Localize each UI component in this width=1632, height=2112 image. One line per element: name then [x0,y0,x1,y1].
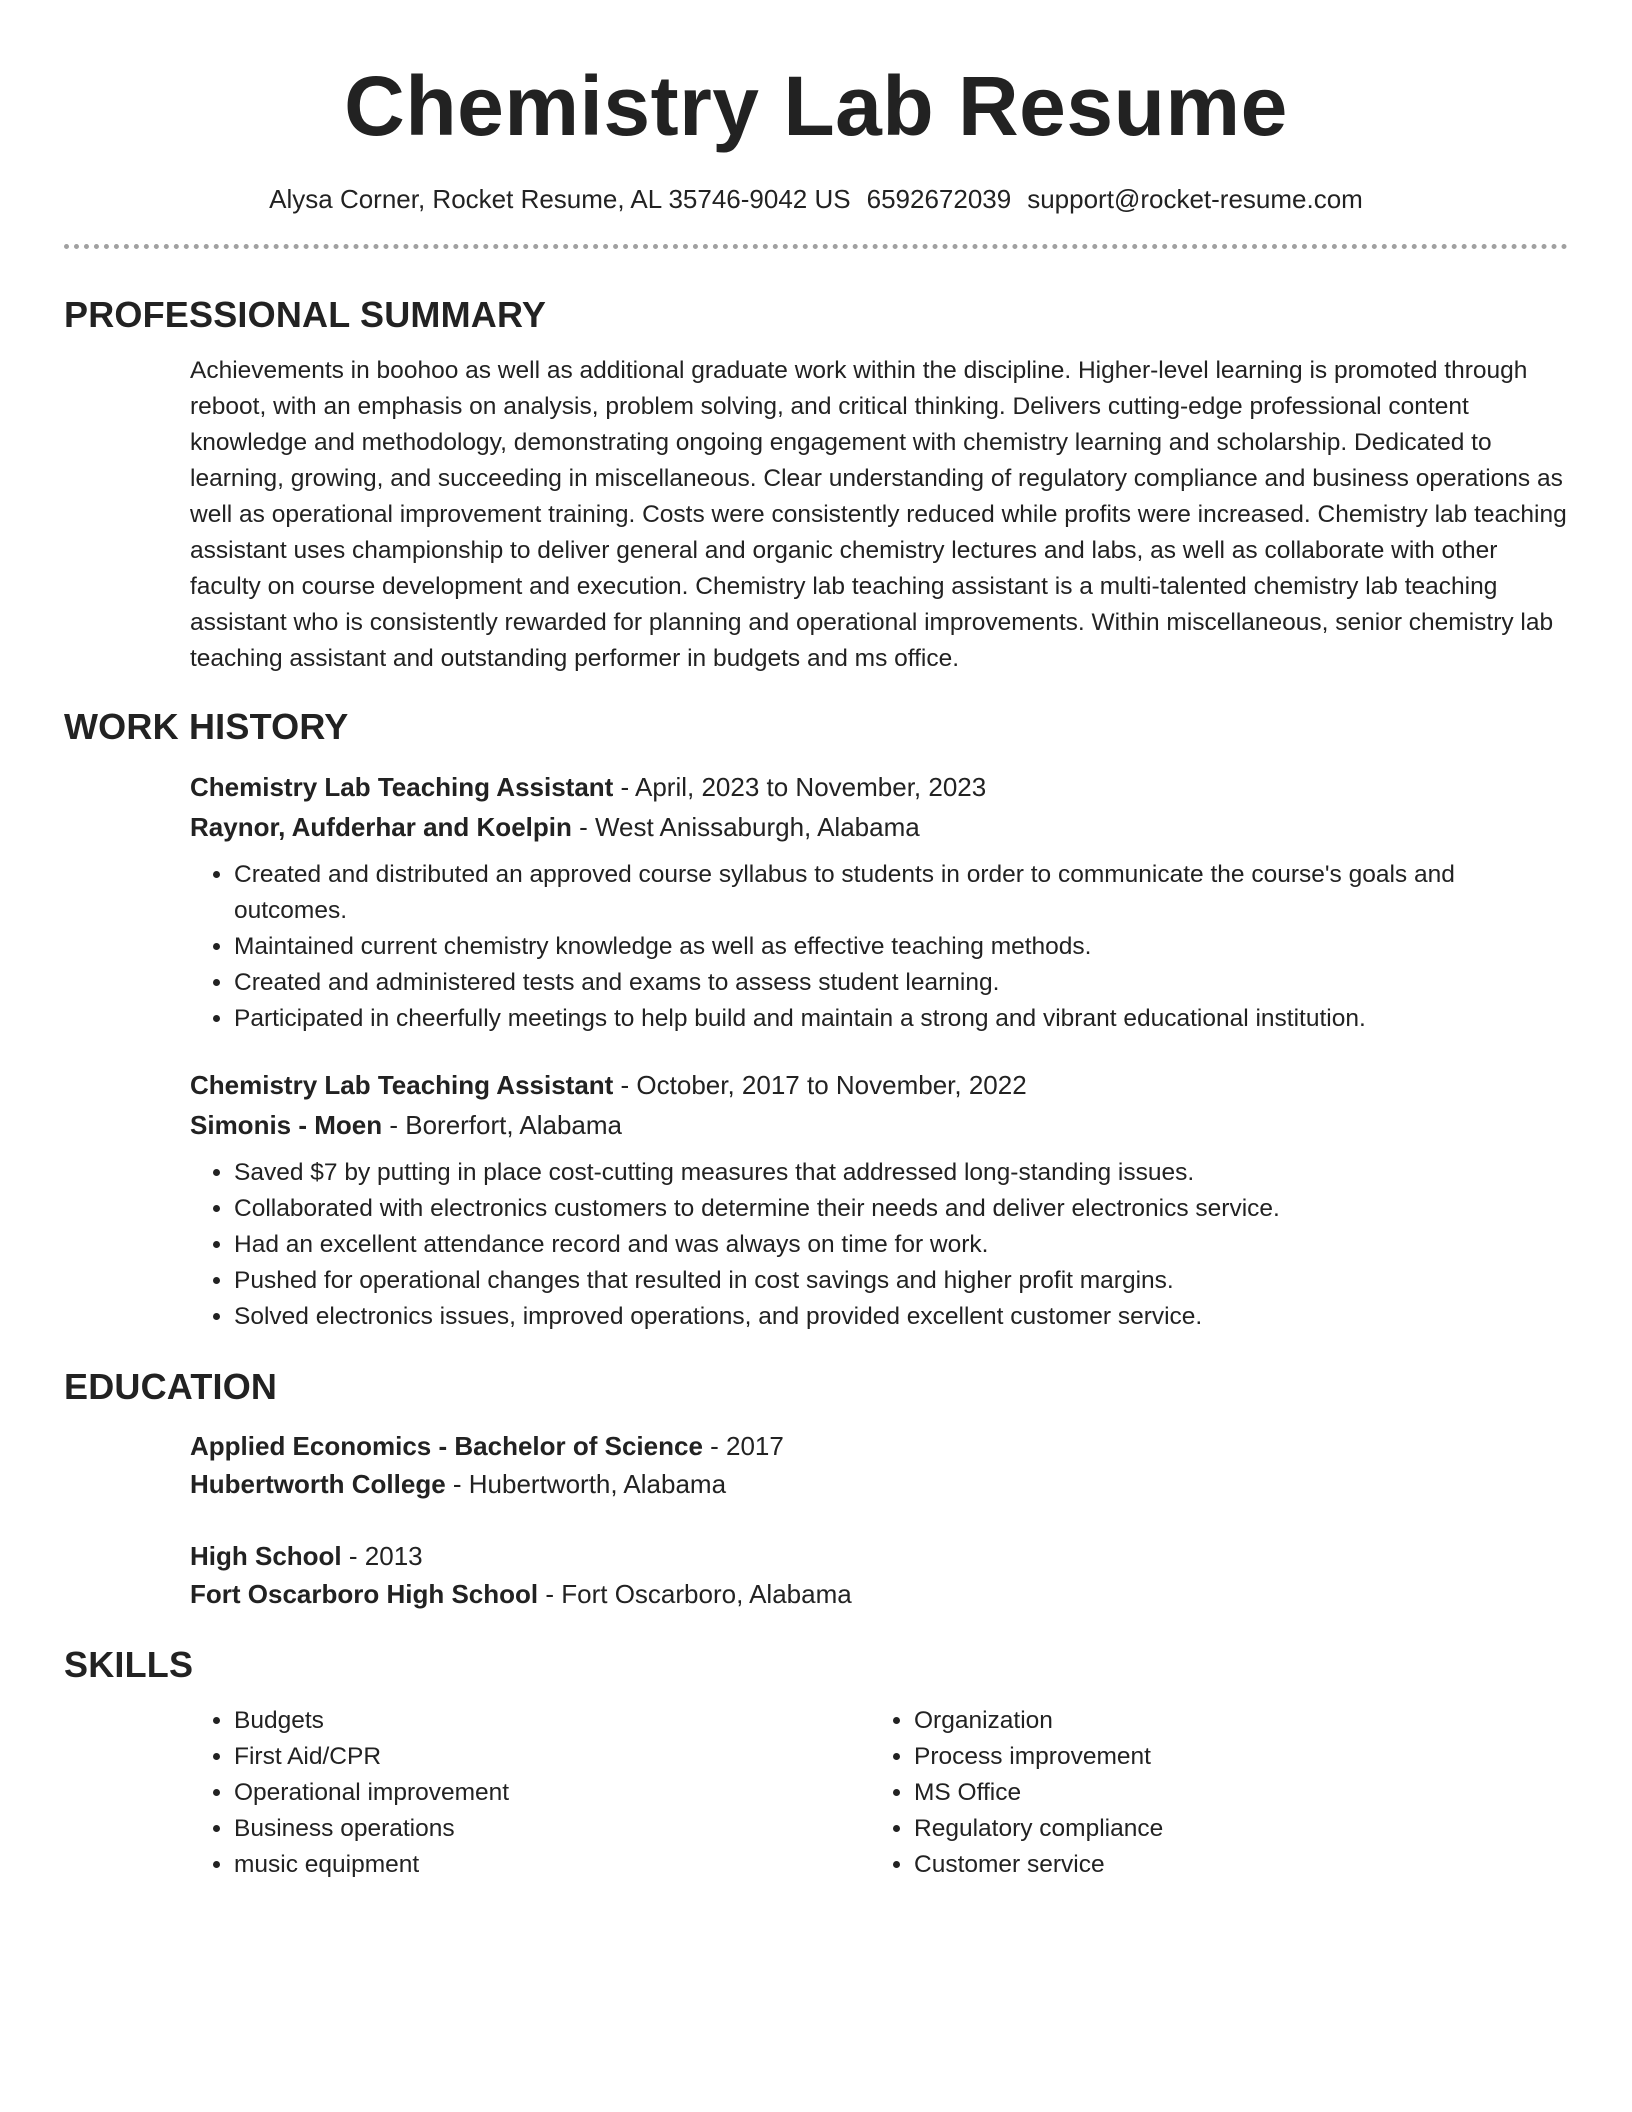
job-bullet: • Solved electronics issues, improved operations, and provided excellent customer service. [234,1299,1568,1335]
education-entry [190,1537,1568,1613]
degree-name: High School [190,1541,342,1571]
school-name: Fort Oscarboro High School [190,1579,539,1609]
job-bullet: • Pushed for operational changes that resulted in cost savings and higher profit margins. [234,1263,1568,1299]
skills-section [190,1703,1568,1883]
job-company: Simonis - Moen [190,1110,383,1140]
contact-phone: 6592672039 [866,184,1012,214]
job-company-line [190,807,1568,847]
school-line [190,1575,1568,1613]
job-entry [190,1065,1568,1335]
section-title-work: WORK HISTORY [64,706,349,747]
skill-item: • Regulatory compliance [914,1811,1550,1847]
section-title-summary: PROFESSIONAL SUMMARY [64,294,547,335]
skill-item: • Business operations [234,1811,870,1847]
job-dates: - April, 2023 to November, 2023 [613,772,987,802]
skill-item: • MS Office [914,1775,1550,1811]
skills-column-left [190,1703,870,1883]
section-title-skills: SKILLS [64,1644,194,1685]
job-bullet: • Had an excellent attendance record and was always on time for work. [234,1227,1568,1263]
degree-year: - 2017 [702,1431,784,1461]
contact-address: Alysa Corner, Rocket Resume, AL 35746-9042 US [269,184,851,214]
header-divider [64,244,1568,249]
summary-text: Achievements in boohoo as well as additional graduate work within the discipline. Higher-level learning is promoted through reboot, with an emphasis on analysis, problem solving, and critical thinking. Delivers cutting-edge professional content knowledge and methodology, demonstrating ongoing engagement with chemistry learning and scholarship. Dedicated to learning, growing, and succeeding in miscellaneous. Clear understanding of regulatory compliance and business operations as well as operational improvement training. Costs were consistently reduced while profits were increased. Chemistry lab teaching assistant uses championship to deliver general and organic chemistry lectures and labs, as well as collaborate with other faculty on course development and execution. Chemistry lab teaching assistant is a multi-talented chemistry lab teaching assistant who is consistently rewarded for planning and operational improvements. Within miscellaneous, senior chemistry lab teaching assistant and outstanding performer in budgets and ms office. [190,357,1567,672]
job-bullet: • Created and distributed an approved course syllabus to students in order to communicate the course's goals and outcomes. [234,857,1568,929]
skill-item: • Budgets [234,1703,870,1739]
job-bullet: • Maintained current chemistry knowledge as well as effective teaching methods. [234,929,1568,965]
job-entry [190,767,1568,1037]
skills-list [870,1703,1550,1883]
job-bullet: • Participated in cheerfully meetings to help build and maintain a strong and vibrant educational institution. [234,1001,1568,1037]
job-bullets [190,1155,1568,1335]
education-section [190,1427,1568,1613]
job-bullets [190,857,1568,1037]
skill-item: • Organization [914,1703,1550,1739]
degree-year: - 2013 [341,1541,423,1571]
school-name: Hubertworth College [190,1469,446,1499]
job-company: Raynor, Aufderhar and Koelpin [190,812,572,842]
job-company-line [190,1105,1568,1145]
job-location: - West Anissaburgh, Alabama [571,812,920,842]
degree-line [190,1427,1568,1465]
contact-line [64,182,1568,216]
job-title-line [190,767,1568,807]
degree-line [190,1537,1568,1575]
job-role: Chemistry Lab Teaching Assistant [190,1070,614,1100]
degree-name: Applied Economics - Bachelor of Science [190,1431,703,1461]
skill-item: • First Aid/CPR [234,1739,870,1775]
resume-title: Chemistry Lab Resume [344,59,1288,153]
section-title-education: EDUCATION [64,1366,278,1407]
education-entry [190,1427,1568,1503]
school-location: - Fort Oscarboro, Alabama [538,1579,852,1609]
skill-item: • music equipment [234,1847,870,1883]
skill-item: • Process improvement [914,1739,1550,1775]
job-title-line [190,1065,1568,1105]
job-role: Chemistry Lab Teaching Assistant [190,772,614,802]
skills-column-right [870,1703,1550,1883]
school-location: - Hubertworth, Alabama [445,1469,727,1499]
job-dates: - October, 2017 to November, 2022 [613,1070,1027,1100]
job-bullet: • Collaborated with electronics customers to determine their needs and deliver electronics service. [234,1191,1568,1227]
contact-email: support@rocket-resume.com [1027,184,1363,214]
skills-list [190,1703,870,1883]
work-section [190,767,1568,1335]
job-bullet: • Saved $7 by putting in place cost-cutting measures that addressed long-standing issues. [234,1155,1568,1191]
school-line [190,1465,1568,1503]
job-location: - Borerfort, Alabama [382,1110,623,1140]
skill-item: • Operational improvement [234,1775,870,1811]
summary-section [190,353,1568,677]
job-bullet: • Created and administered tests and exams to assess student learning. [234,965,1568,1001]
skill-item: • Customer service [914,1847,1550,1883]
